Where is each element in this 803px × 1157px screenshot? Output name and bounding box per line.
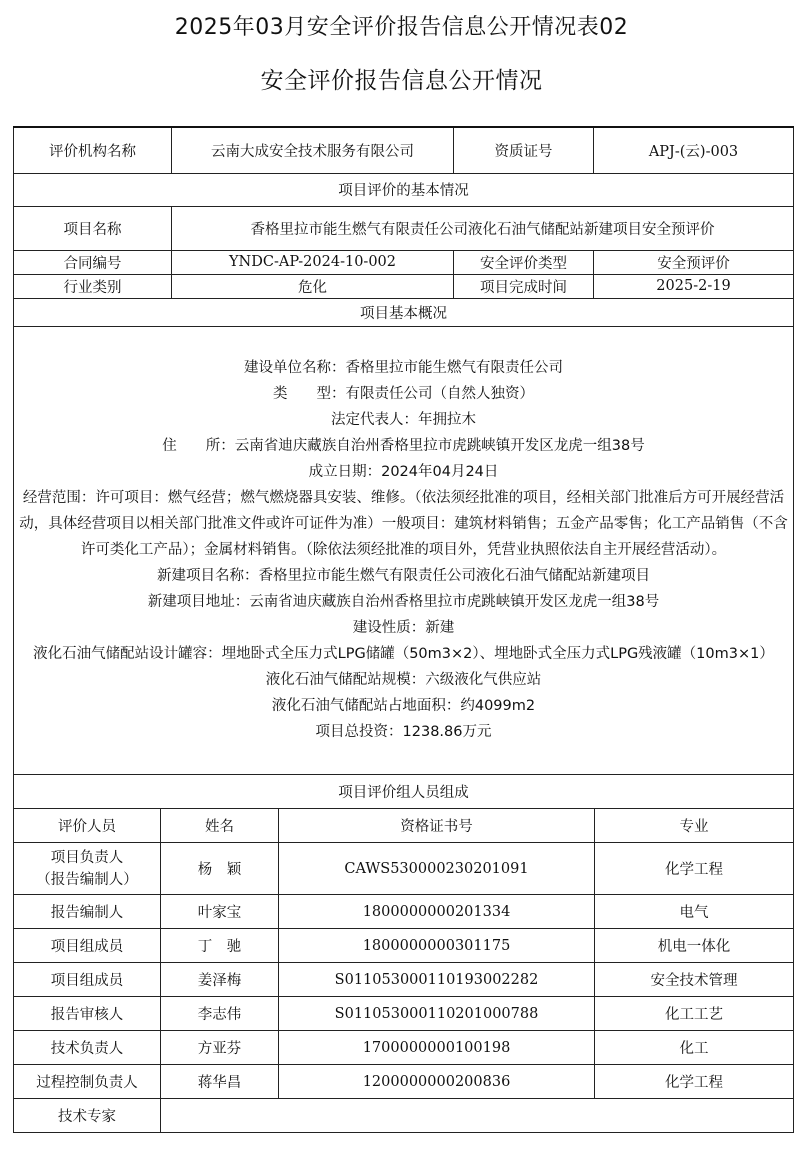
team-cert: 1800000000301175 (279, 929, 595, 963)
info-table (13, 126, 794, 809)
team-header: 专业 (595, 809, 794, 843)
team-name: 方亚芬 (161, 1031, 279, 1065)
project-value: 香格里拉市能生燃气有限责任公司液化石油气储配站新建项目安全预评价 (172, 206, 794, 250)
team-header-row (14, 809, 794, 843)
table-row (14, 843, 794, 895)
team-name: 姜泽梅 (161, 963, 279, 997)
overview-row (14, 326, 794, 774)
team-name: 李志伟 (161, 997, 279, 1031)
team-name: 杨 颖 (161, 843, 279, 895)
overview-line: 项目总投资：1238.86万元 (315, 724, 492, 740)
team-name: 蒋华昌 (161, 1065, 279, 1099)
team-cert: 1800000000201334 (279, 895, 595, 929)
overview-line: 液化石油气储配站占地面积：约4099m2 (271, 698, 536, 714)
industry-row (14, 274, 794, 298)
team-name: 叶家宝 (161, 895, 279, 929)
table-row (14, 1031, 794, 1065)
team-major: 化学工程 (595, 1065, 794, 1099)
org-label: 评价机构名称 (14, 127, 172, 173)
team-section-row (14, 774, 794, 808)
org-row (14, 127, 794, 173)
overview-line: 法定代表人：年拥拉木 (331, 412, 476, 428)
overview-section-row (14, 298, 794, 326)
team-major: 化工工艺 (595, 997, 794, 1031)
team-role: 过程控制负责人 (14, 1065, 161, 1099)
team-role: 报告编制人 (14, 895, 161, 929)
table-row (14, 963, 794, 997)
team-major: 化学工程 (595, 843, 794, 895)
overview-line: 建设单位名称：香格里拉市能生燃气有限责任公司 (244, 360, 563, 376)
done-value: 2025-2-19 (594, 274, 794, 298)
overview-line: 类 型：有限责任公司（自然人独资） (273, 386, 534, 402)
team-section-title: 项目评价组人员组成 (14, 774, 794, 808)
overview-content (14, 326, 794, 774)
team-name: 丁 驰 (161, 929, 279, 963)
contract-label: 合同编号 (14, 250, 172, 274)
team-role: 报告审核人 (14, 997, 161, 1031)
page-title: 2025年03月安全评价报告信息公开情况表02 (174, 15, 629, 40)
team-header: 姓名 (161, 809, 279, 843)
overview-section-title: 项目基本概况 (14, 298, 794, 326)
overview-line: 新建项目名称：香格里拉市能生燃气有限责任公司液化石油气储配站新建项目 (157, 568, 650, 584)
team-cert: 1200000000200836 (279, 1065, 595, 1099)
team-header: 评价人员 (14, 809, 161, 843)
table-row (14, 1065, 794, 1099)
team-major: 化工 (595, 1031, 794, 1065)
expert-row (14, 1099, 794, 1133)
org-value: 云南大成安全技术服务有限公司 (172, 127, 454, 173)
table-row (14, 895, 794, 929)
overview-line: 成立日期：2024年04月24日 (308, 464, 499, 480)
team-role: 项目组成员 (14, 929, 161, 963)
team-major: 机电一体化 (595, 929, 794, 963)
team-role: 项目组成员 (14, 963, 161, 997)
expert-label: 技术专家 (14, 1099, 161, 1133)
team-cert: S011053000110193002282 (279, 963, 595, 997)
overview-line: 液化石油气储配站规模：六级液化气供应站 (265, 672, 542, 688)
basic-section-title: 项目评价的基本情况 (14, 173, 794, 206)
overview-line: 新建项目地址：云南省迪庆藏族自治州香格里拉市虎跳峡镇开发区龙虎一组38号 (147, 594, 660, 610)
page-subtitle: 安全评价报告信息公开情况 (260, 68, 543, 94)
industry-label: 行业类别 (14, 274, 172, 298)
team-major: 电气 (595, 895, 794, 929)
team-cert: 1700000000100198 (279, 1031, 595, 1065)
overview-line: 经营范围：许可项目：燃气经营；燃气燃烧器具安装、维修。（依法须经批准的项目，经相关部门批准后方可开展经营活动，具体经营项目以相关部门批准文件或许可证件为准）一般项目：建筑材料销售；五金产品零售；化工产品销售（不含许可类化工产品）；金属材料销售。（除依法须经批准的项目外，凭营业执照依法自主开展经营活动）。 (19, 490, 788, 558)
team-cert: CAWS530000230201091 (279, 843, 595, 895)
basic-section-row (14, 173, 794, 206)
cert-label: 资质证号 (454, 127, 594, 173)
expert-value (161, 1099, 794, 1133)
team-cert: S011053000110201000788 (279, 997, 595, 1031)
overview-line: 住 所：云南省迪庆藏族自治州香格里拉市虎跳峡镇开发区龙虎一组38号 (162, 438, 645, 454)
table-row (14, 997, 794, 1031)
project-label: 项目名称 (14, 206, 172, 250)
industry-value: 危化 (172, 274, 454, 298)
team-role: 项目负责人 （报告编制人） (14, 843, 161, 895)
team-major: 安全技术管理 (595, 963, 794, 997)
team-table (13, 808, 794, 1133)
overview-line: 液化石油气储配站设计罐容：埋地卧式全压力式LPG储罐（50m3×2）、埋地卧式全压力式LPG残液罐（10m3×1） (33, 646, 774, 662)
cert-value: APJ-(云)-003 (594, 127, 794, 173)
eval-type-value: 安全预评价 (594, 250, 794, 274)
project-row (14, 206, 794, 250)
done-label: 项目完成时间 (454, 274, 594, 298)
contract-value: YNDC-AP-2024-10-002 (172, 250, 454, 274)
overview-line: 建设性质：新建 (352, 620, 455, 636)
eval-type-label: 安全评价类型 (454, 250, 594, 274)
team-header: 资格证书号 (279, 809, 595, 843)
contract-row (14, 250, 794, 274)
table-row (14, 929, 794, 963)
team-role: 技术负责人 (14, 1031, 161, 1065)
